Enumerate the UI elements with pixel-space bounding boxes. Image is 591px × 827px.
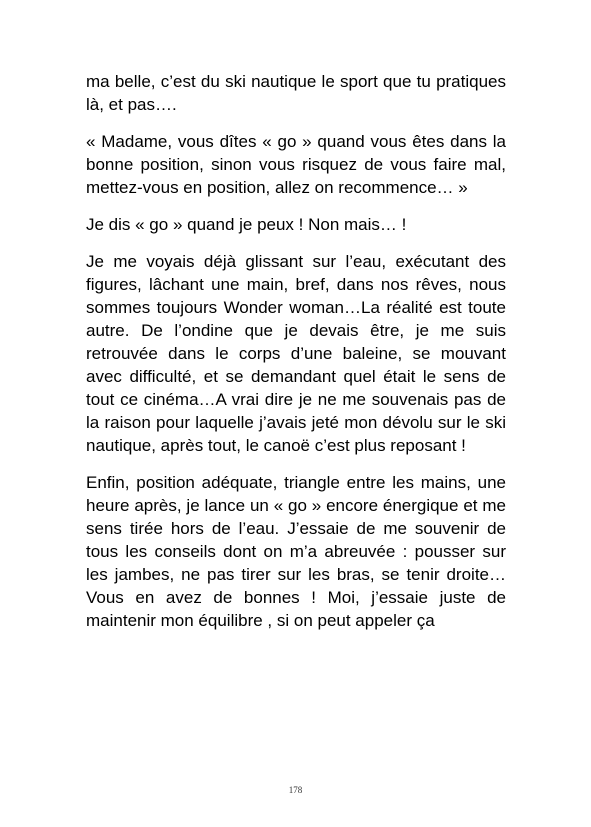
body-text [86,70,506,646]
paragraph-2: « Madame, vous dîtes « go » quand vous êtes dans la bonne position, sinon vous risquez de vous faire mal, mettez-vous en position, allez on recommence… » [86,132,506,197]
paragraph-3: Je dis « go » quand je peux ! Non mais… ! [86,215,407,234]
paragraph-5: Enfin, position adéquate, triangle entre les mains, une heure après, je lance un « go » encore énergique et me sens tirée hors de l’eau. J’essaie de me souvenir de tous les conseils dont on m’a abreuvée : pousser sur les jambes, ne pas tirer sur les bras, se tenir droite…Vous en avez de bonnes ! Moi, j’essaie juste de maintenir mon équilibre , si on peut appeler ça [86,473,506,630]
paragraph-1: ma belle, c’est du ski nautique le sport que tu pratiques là, et pas…. [86,72,506,114]
paragraph-4: Je me voyais déjà glissant sur l’eau, exécutant des figures, lâchant une main, bref, dans nos rêves, nous sommes toujours Wonder woman…La réalité est toute autre. De l’ondine que je devais être, je me suis retrouvée dans le corps d’une baleine, se mouvant avec difficulté, et se demandant quel était le sens de tout ce cinéma…A vrai dire je ne me souvenais pas de la raison pour laquelle j’avais jeté mon dévolu sur le ski nautique, après tout, le canoë c’est plus reposant ! [86,252,506,455]
page-number: 178 [288,785,303,795]
